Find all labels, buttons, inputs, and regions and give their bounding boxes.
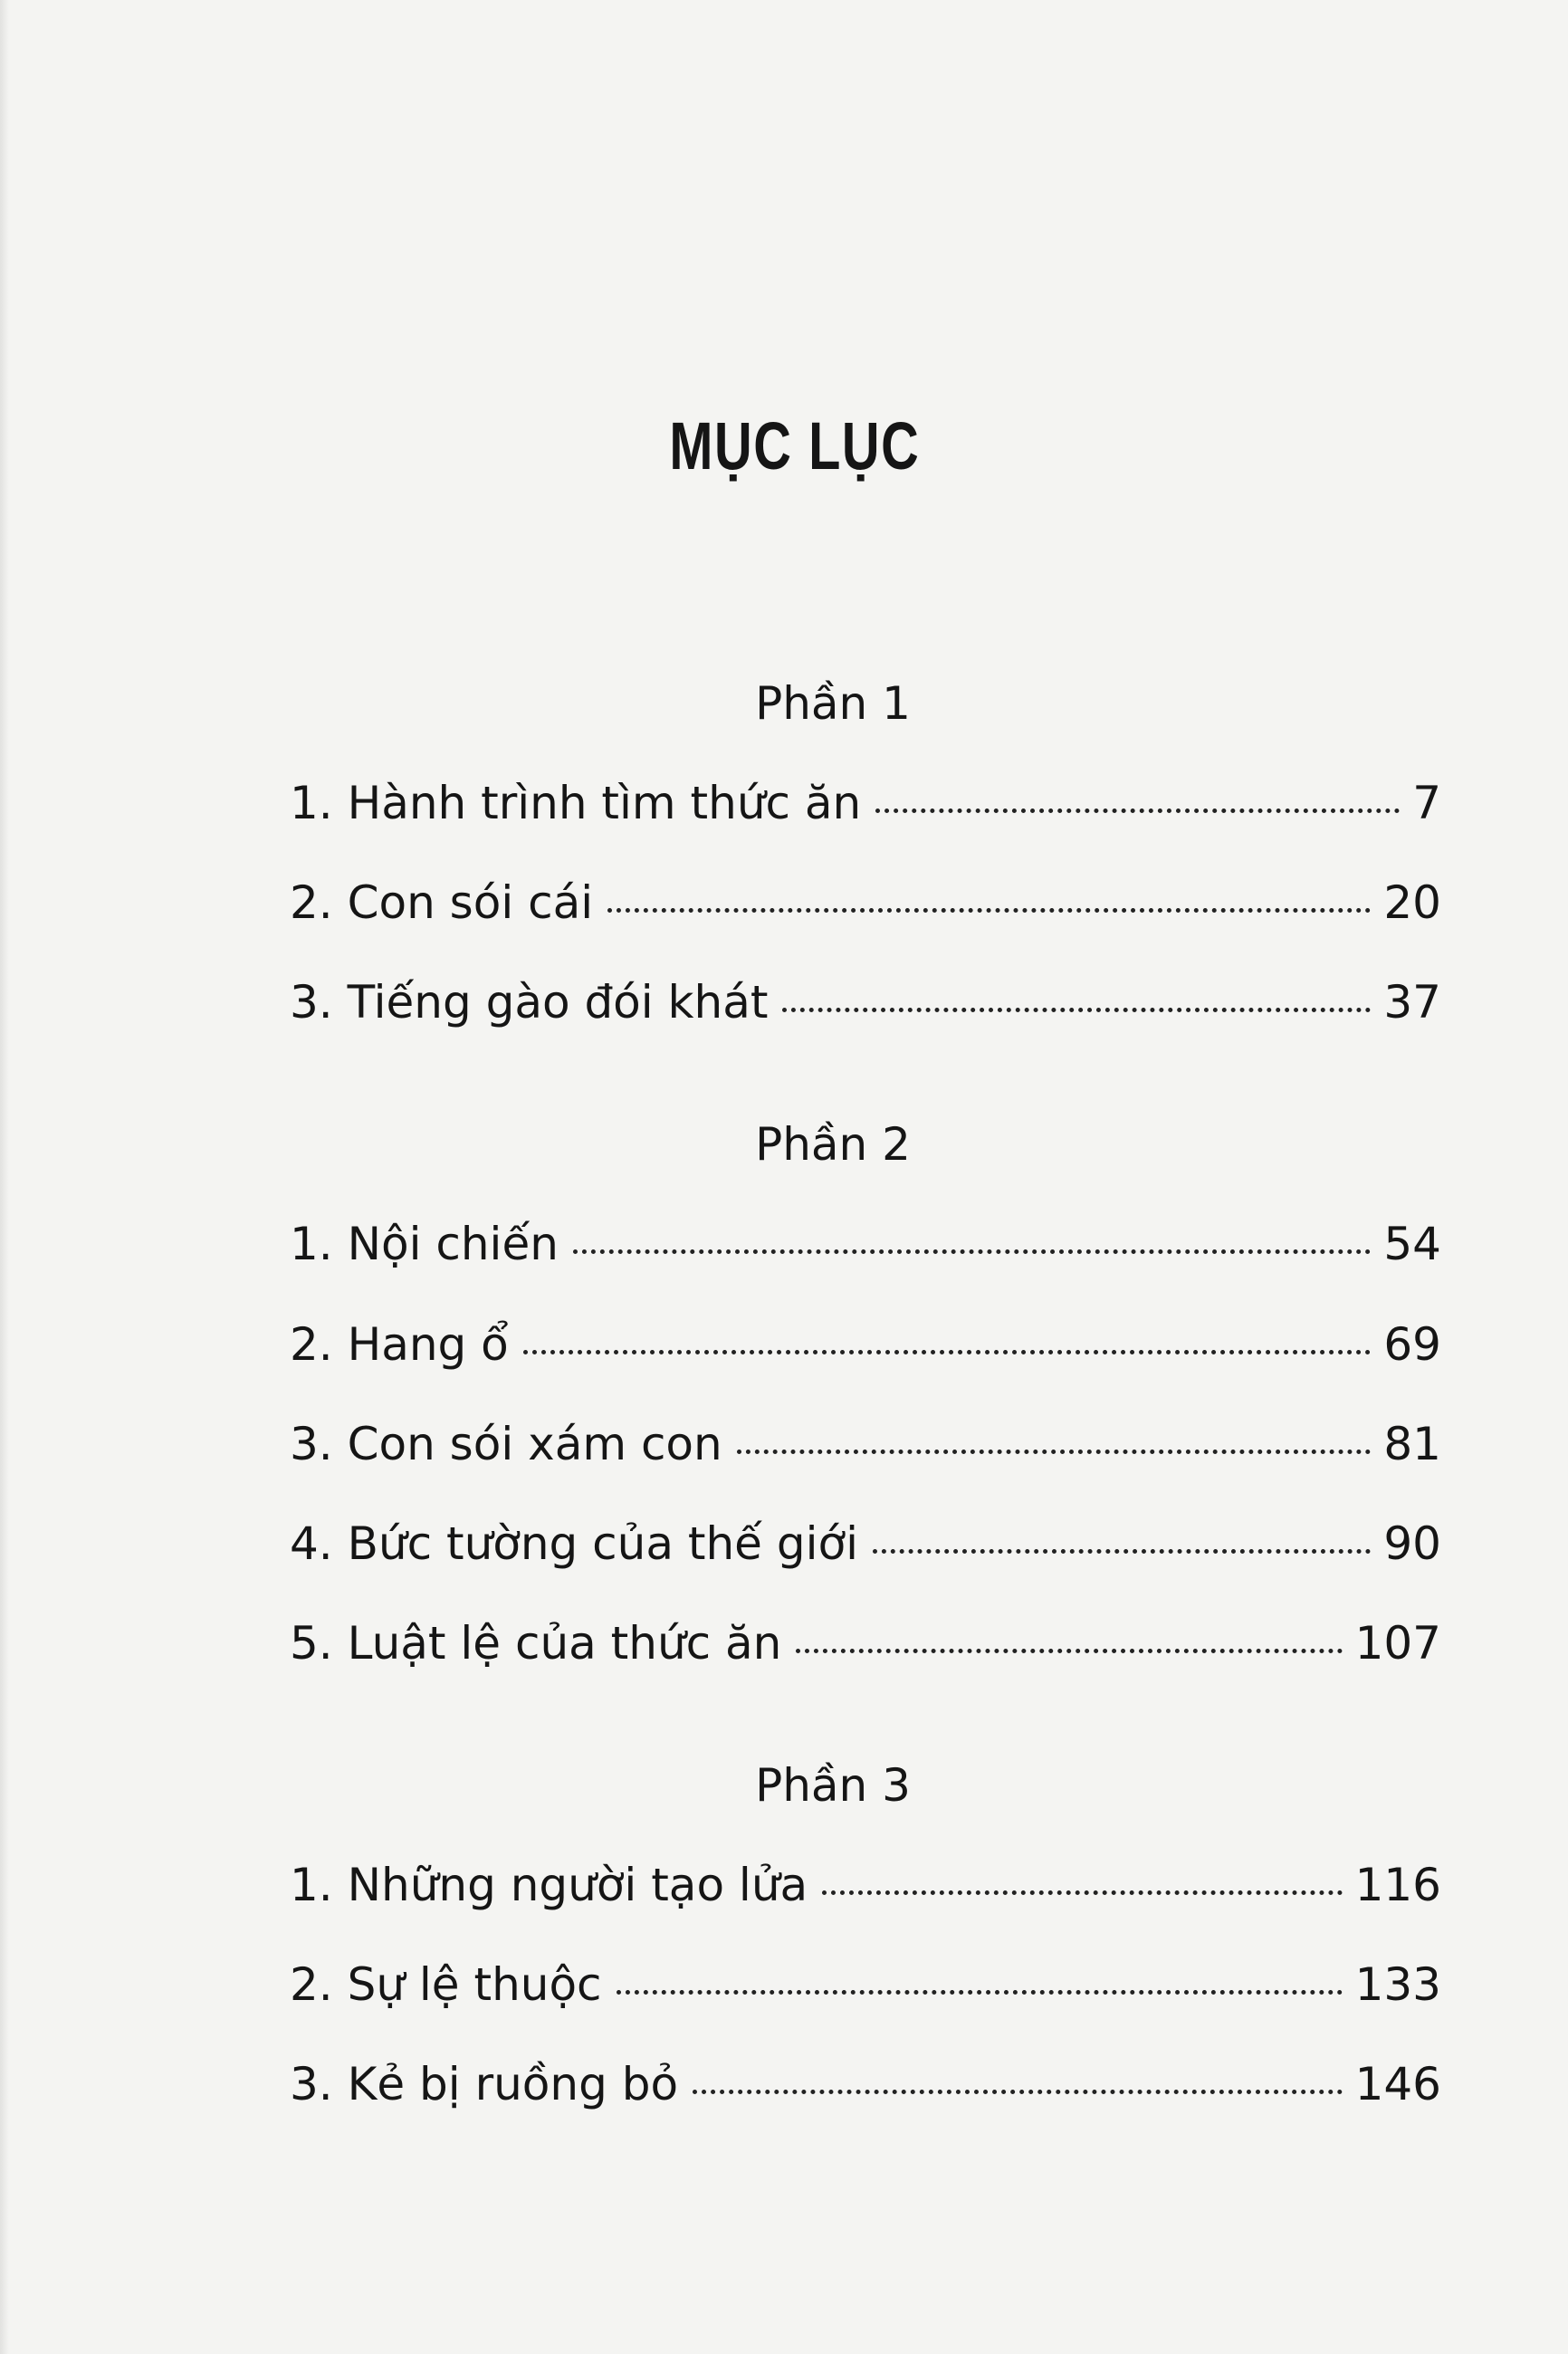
toc-entry-label: 3. Tiếng gào đói khát [290,976,769,1029]
toc-entry-page: 69 [1383,1318,1441,1371]
toc-entry-label: 3. Con sói xám con [290,1418,722,1470]
section-heading-3: Phần 3 [755,1759,911,1812]
toc-entry-label: 5. Luật lệ của thức ăn [290,1617,782,1670]
dot-leader [873,1549,1371,1554]
dot-leader [693,2090,1343,2094]
dot-leader [782,1008,1371,1012]
toc-entry [290,1859,1441,1911]
toc-entry [290,1318,1441,1371]
toc-entry-label: 3. Kẻ bị ruồng bỏ [290,2058,679,2110]
toc-entry-label: 1. Nội chiến [290,1218,559,1270]
toc-title: MỤC LỤC [669,408,921,483]
dot-leader [523,1350,1372,1354]
toc-entry [290,1418,1441,1470]
toc-entry [290,1958,1441,2011]
toc-entry-label: 4. Bức tường của thế giới [290,1517,858,1570]
toc-entry-page: 133 [1354,1958,1441,2011]
toc-entry-page: 116 [1354,1859,1441,1911]
toc-entry-page: 20 [1383,876,1441,929]
section-heading-2: Phần 2 [755,1118,911,1171]
page-edge-shadow [0,0,9,2354]
dot-leader [617,1990,1343,1995]
toc-entry [290,1617,1441,1670]
dot-leader [737,1450,1372,1454]
toc-entry-label: 1. Những người tạo lửa [290,1859,808,1911]
toc-entry-page: 37 [1383,976,1441,1029]
toc-entry [290,976,1441,1029]
section-heading-1: Phần 1 [755,677,911,730]
dot-leader [796,1649,1342,1653]
dot-leader [822,1890,1342,1895]
toc-entry-page: 90 [1383,1517,1441,1570]
toc-entry [290,2058,1441,2110]
toc-entry [290,1218,1441,1270]
toc-entry-label: 2. Sự lệ thuộc [290,1958,602,2011]
toc-entry-label: 2. Con sói cái [290,876,594,929]
toc-entry [290,777,1441,829]
toc-entry [290,876,1441,929]
toc-entry [290,1517,1441,1570]
toc-entry-label: 1. Hành trình tìm thức ăn [290,777,862,829]
toc-entry-page: 107 [1354,1617,1441,1670]
dot-leader [875,809,1400,813]
toc-entry-page: 54 [1383,1218,1441,1270]
toc-entry-page: 7 [1412,777,1441,829]
dot-leader [573,1249,1371,1254]
toc-entry-page: 81 [1383,1418,1441,1470]
dot-leader [607,908,1371,913]
toc-entry-page: 146 [1354,2058,1441,2110]
toc-entry-label: 2. Hang ổ [290,1318,509,1371]
